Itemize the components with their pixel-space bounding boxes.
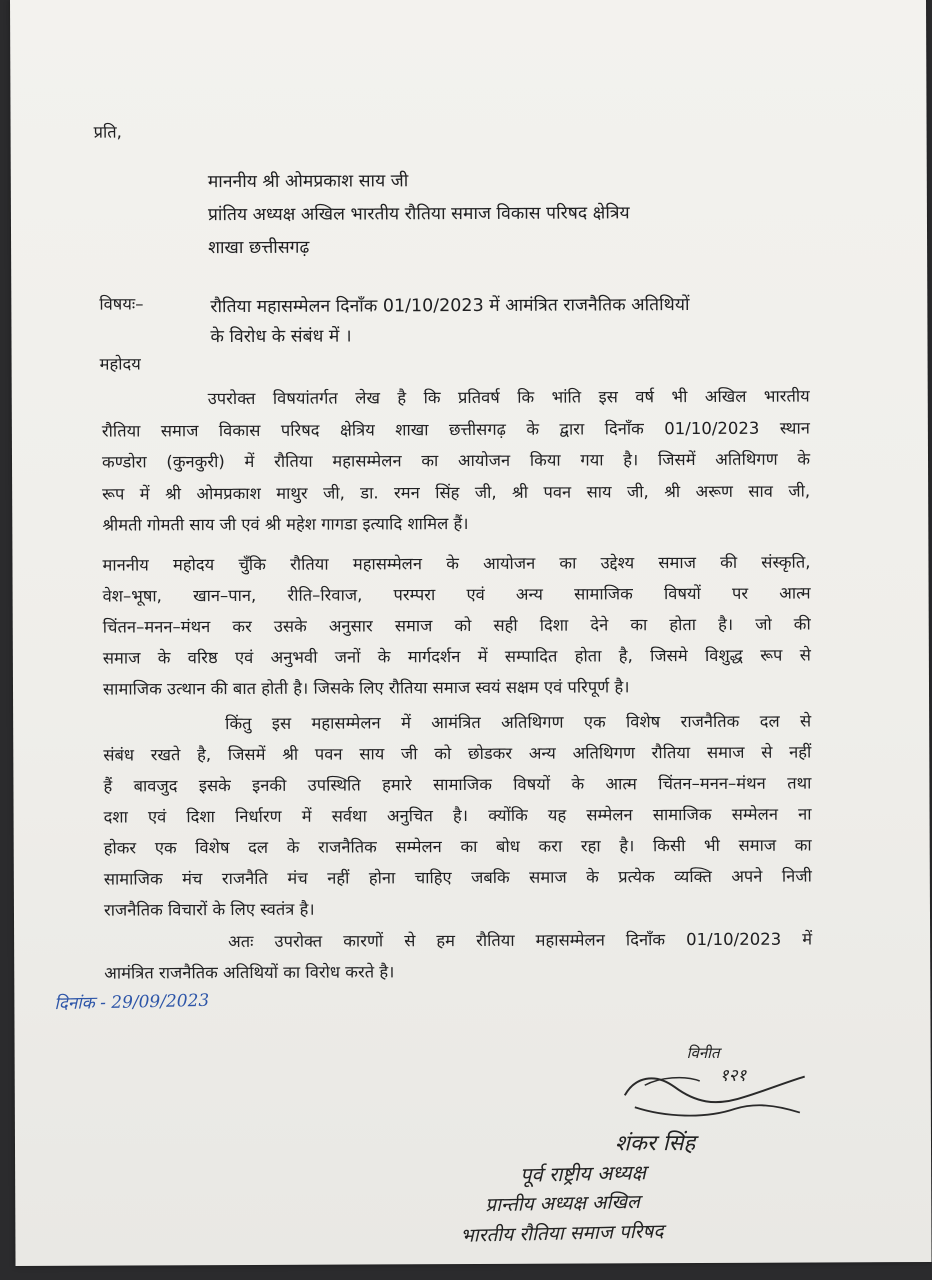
paragraph-3-line: होकर एक विशेष दल के राजनैतिक सम्मेलन का बोध करा रहा है। किसी भी समाज का	[103, 835, 812, 858]
paragraph-4-line: अतः उपरोक्त कारणों से हम रौतिया महासम्मेलन दिनाँक 01/10/2023 में	[228, 929, 813, 952]
signature-mark: १२१	[719, 1065, 747, 1086]
recipient-designation: प्रांतिय अध्यक्ष अखिल भारतीय रौतिया समाज विकास परिषद क्षेत्रिय	[207, 203, 630, 226]
paragraph-1-line: रूप में श्री ओमप्रकाश माथुर जी, डा. रमन सिंह जी, श्री पवन साय जी, श्री अरूण साव जी,	[102, 481, 811, 504]
handwritten-date: दिनांक - 29/09/2023	[54, 990, 210, 1015]
paragraph-4-line: आमंत्रित राजनैतिक अतिथियों का विरोध करते है।	[104, 962, 395, 983]
paragraph-1-line: कण्डोरा (कुनकुरी) में रौतिया महासम्मेलन का आयोजन किया गया है। जिसमें अतिथिगण के	[101, 449, 811, 472]
closing-vineet: विनीत	[686, 1043, 720, 1063]
paragraph-1-line: श्रीमती गोमती साय जी एवं श्री महेश गागडा इत्यादि शामिल हैं।	[102, 514, 469, 535]
paragraph-3-line: किंतु इस महासम्मेलन में आमंत्रित अतिथिगण एक विशेष राजनैतिक दल से	[225, 711, 812, 734]
paragraph-2-line: वेश–भूषा, खान–पान, रीति–रिवाज, परम्परा एवं अन्य सामाजिक विषयों पर आत्म	[102, 583, 811, 606]
paragraph-3-line: सामाजिक मंच राजनैति मंच नहीं होना चाहिए जबकि समाज के प्रत्येक व्यक्ति अपने निजी	[103, 866, 812, 889]
signatory-line-4: भारतीय रौतिया समाज परिषद	[460, 1220, 664, 1247]
signatory-name: शंकर सिंह	[614, 1131, 696, 1157]
subject-line-2: के विरोध के संबंध में ।	[210, 326, 352, 348]
greeting: महोदय	[99, 354, 141, 374]
letter-sheet	[10, 0, 932, 1266]
salutation-to: प्रति,	[93, 122, 122, 142]
paragraph-3-line: संबंध रखते है, जिसमें श्री पवन साय जी को छोडकर अन्य अतिथिगण रौतिया समाज से नहीं	[103, 742, 812, 765]
paragraph-2-line: सामाजिक उत्थान की बात होती है। जिसके लिए रौतिया समाज स्वयं सक्षम एवं परिपूर्ण है।	[102, 677, 630, 699]
paragraph-3-line: राजनैतिक विचारों के लिए स्वतंत्र है।	[103, 899, 315, 920]
signature-scribble	[615, 1046, 815, 1127]
paragraph-3-line: हैं बावजुद इसके इनकी उपस्थिति हमारे सामाजिक विषयों के आत्म चिंतन–मनन–मंथन तथा	[103, 773, 812, 796]
recipient-branch: शाखा छत्तीसगढ़	[208, 237, 310, 259]
paragraph-2-line: समाज के वरिष्ठ एवं अनुभवी जनों के मार्गदर्शन में सम्पादित होता है, जिसमे विशुद्ध रूप से	[102, 645, 811, 668]
paragraph-1-line: उपरोक्त विषयांतर्गत लेख है कि प्रतिवर्ष कि भांति इस वर्ष भी अखिल भारतीय	[207, 386, 810, 409]
recipient-name: माननीय श्री ओमप्रकाश साय जी	[207, 171, 409, 193]
paragraph-2-line: चिंतन–मनन–मंथन कर उसके अनुसार समाज को सही दिशा देने का होता है। जो की	[102, 614, 811, 637]
signatory-line-2: पूर्व राष्ट्रीय अध्यक्ष	[519, 1160, 647, 1187]
paragraph-2-line: माननीय महोदय चुँकि रौतिया महासम्मेलन के आयोजन का उद्देश्य समाज की संस्कृति,	[102, 552, 811, 575]
subject-label: विषयः–	[99, 294, 144, 314]
paragraph-1-line: रौतिया समाज विकास परिषद क्षेत्रिय शाखा छत्तीसगढ़ के द्वारा दिनाँक 01/10/2023 स्थान	[101, 418, 810, 441]
subject-line-1: रौतिया महासम्मेलन दिनाँक 01/10/2023 में आमंत्रित राजनैतिक अतिथियों	[210, 295, 690, 318]
signatory-line-3: प्रान्तीय अध्यक्ष अखिल	[485, 1190, 641, 1217]
paragraph-3-line: दशा एवं दिशा निर्धारण में सर्वथा अनुचित है। क्योंकि यह सम्मेलन सामाजिक सम्मेलन ना	[103, 804, 812, 827]
